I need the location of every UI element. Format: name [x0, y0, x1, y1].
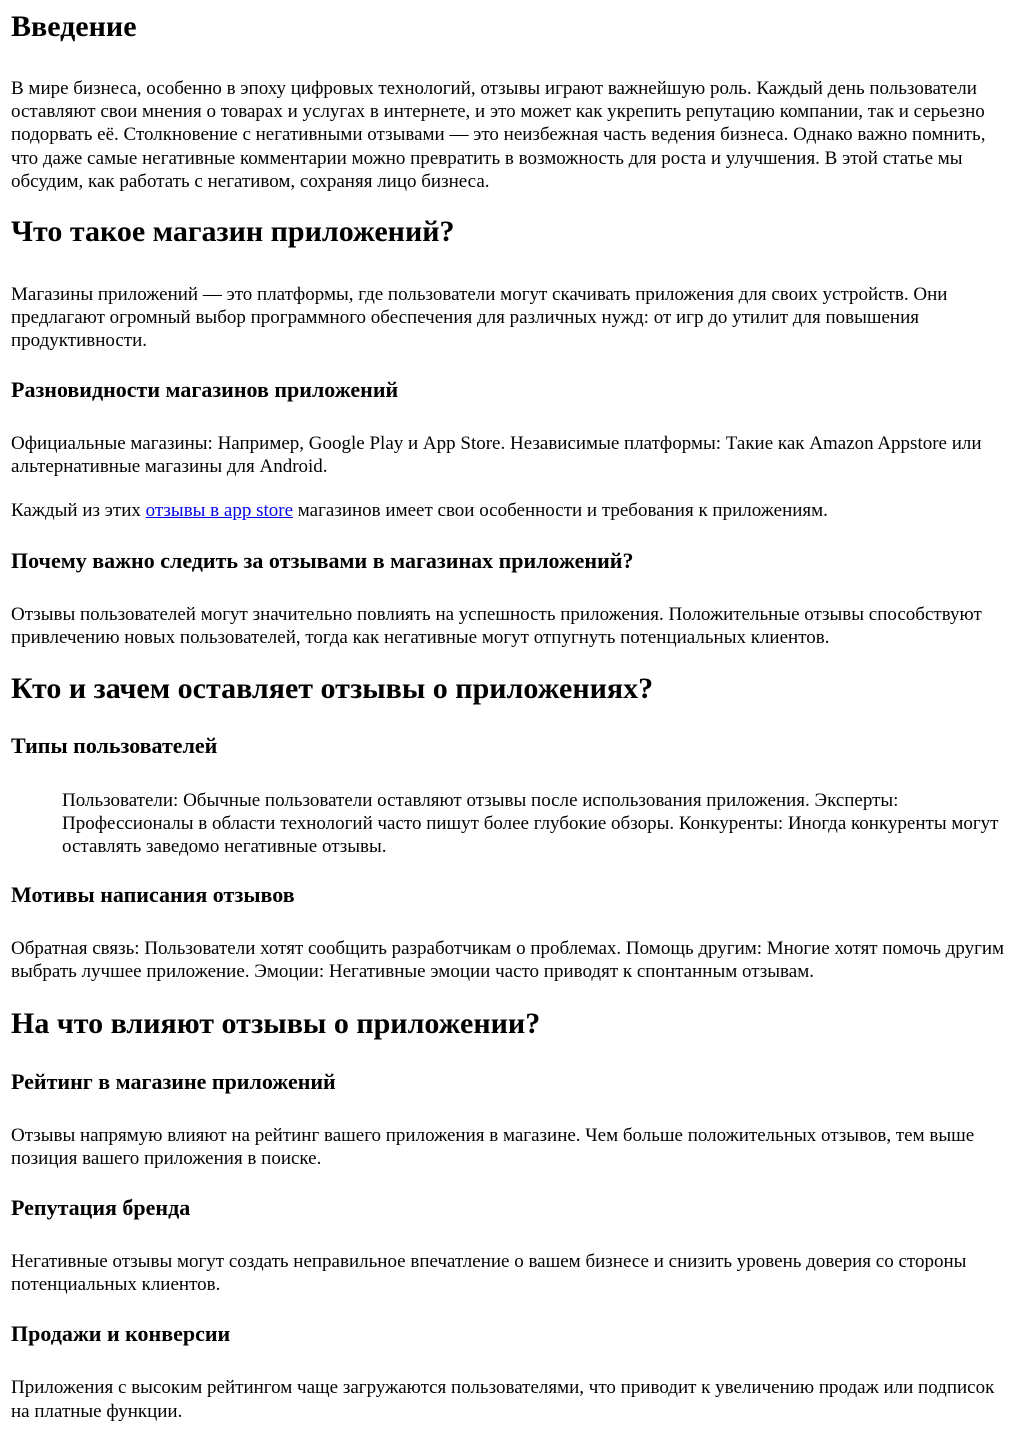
heading-review-motives: Мотивы написания отзывов [11, 882, 295, 908]
each-store-text-after: магазинов имеет свои особенности и требования к приложениям. [293, 500, 828, 522]
blockquote-user-types: Пользователи: Обычные пользователи оставляют отзывы после использования приложения. Эксперты: Профессионалы в области технологий часто пишут более глубокие обзоры. Конкуренты: Иногда конкуренты могут оставлять заведомо негативные отзывы. [62, 789, 999, 858]
heading-store-kinds: Разновидности магазинов приложений [11, 376, 399, 402]
heading-user-types: Типы пользователей [11, 732, 218, 758]
heading-who-leaves-reviews: Кто и зачем оставляет отзывы о приложениях? [11, 671, 654, 705]
heading-why-track-reviews: Почему важно следить за отзывами в магазинах приложений? [11, 548, 634, 574]
paragraph-each-store [11, 499, 1014, 522]
heading-review-impact: На что влияют отзывы о приложении? [11, 1006, 541, 1040]
paragraph-brand-reputation: Негативные отзывы могут создать неправильное впечатление о вашем бизнесе и снизить уровень доверия со стороны потенциальных клиентов. [11, 1251, 967, 1296]
paragraph-why-track-reviews: Отзывы пользователей могут значительно повлиять на успешность приложения. Положительные отзывы способствуют привлечению новых пользователей, тогда как негативные могут отпугнуть потенциальных клиентов. [11, 604, 982, 649]
heading-brand-reputation: Репутация бренда [11, 1195, 191, 1221]
paragraph-store-kinds: Официальные магазины: Например, Google Play и App Store. Независимые платформы: Такие как Amazon Appstore или альтернативные магазины для Android. [11, 432, 982, 477]
paragraph-review-motives: Обратная связь: Пользователи хотят сообщить разработчикам о проблемах. Помощь другим: Многие хотят помочь другим выбрать лучшее приложение. Эмоции: Негативные эмоции часто приводят к спонтанным отзывам. [11, 938, 1005, 983]
heading-intro: Введение [11, 10, 137, 43]
heading-sales-conversions: Продажи и конверсии [11, 1321, 231, 1347]
article [0, 10, 1024, 1423]
paragraph-sales-conversions: Приложения с высоким рейтингом чаще загружаются пользователями, что приводит к увеличению продаж или подписок на платные функции. [11, 1377, 995, 1422]
heading-store-rating: Рейтинг в магазине приложений [11, 1068, 336, 1094]
paragraph-app-store: Магазины приложений — это платформы, где пользователи могут скачивать приложения для своих устройств. Они предлагают огромный выбор программного обеспечения для различных нужд: от игр до утилит для повышения продуктивности. [11, 284, 948, 352]
paragraph-intro: В мире бизнеса, особенно в эпоху цифровых технологий, отзывы играют важнейшую роль. Каждый день пользователи оставляют свои мнения о товарах и услугах в интернете, и это может как укрепить репутацию компании, так и серьезно подорвать её. Столкновение с негативными отзывами — это неизбежная часть ведения бизнеса. Однако важно помнить, что даже самые негативные комментарии можно превратить в возможность для роста и улучшения. В этой статье мы обсудим, как работать с негативом, сохраняя лицо бизнеса. [11, 78, 986, 192]
each-store-text-before: Каждый из этих [11, 500, 146, 522]
paragraph-store-rating: Отзывы напрямую влияют на рейтинг вашего приложения в магазине. Чем больше положительных отзывов, тем выше позиция вашего приложения в поиске. [11, 1124, 975, 1169]
app-store-reviews-link[interactable]: отзывы в app store [145, 500, 294, 522]
heading-app-store: Что такое магазин приложений? [11, 215, 455, 249]
